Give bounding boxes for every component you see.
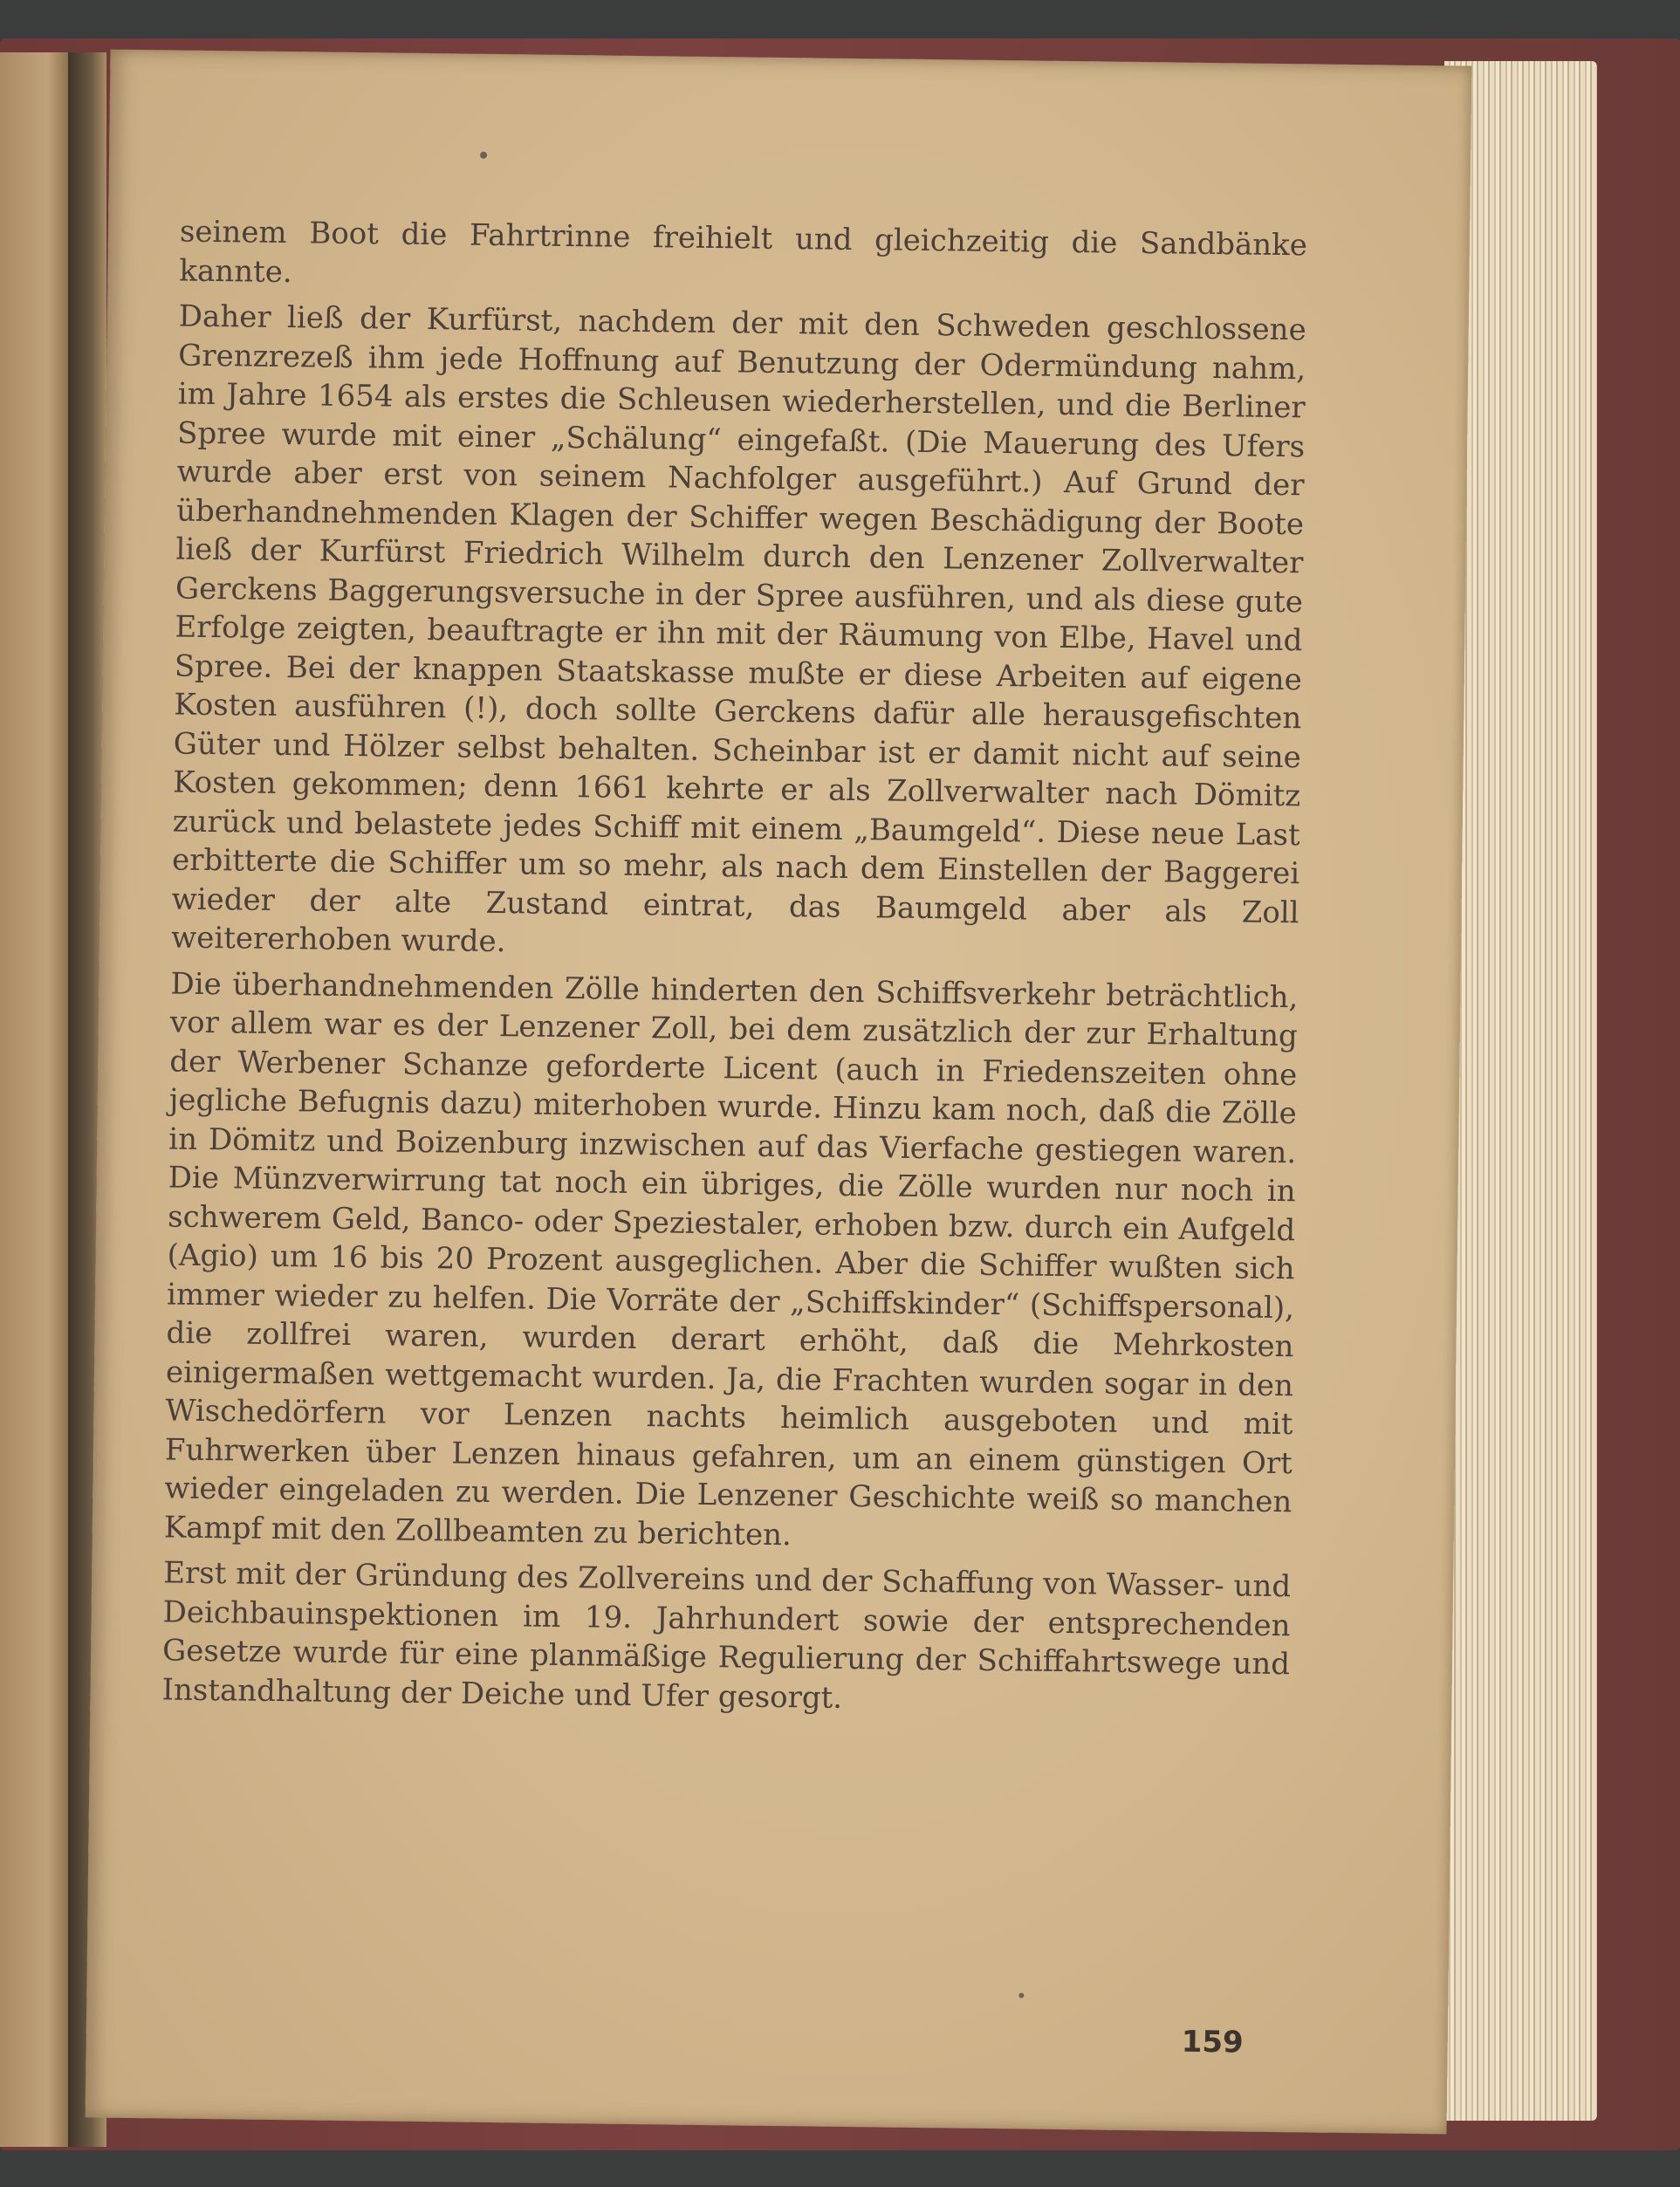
book-page bbox=[86, 50, 1472, 2135]
left-page-edge bbox=[0, 52, 68, 2147]
page-number: 159 bbox=[1181, 2024, 1244, 2060]
paragraph-1: seinem Boot die Fahrtrinne freihielt und gleichzeitig die Sandbänke kannte. bbox=[179, 214, 1308, 290]
body-text bbox=[161, 213, 1307, 1731]
paragraph-2: Daher ließ der Kurfürst, nachdem der mit den Schweden geschlossene Grenzrezeß ihm jede Hoffnung auf Benutzung der Odermündung nahm, im Jahre 1654 als erstes die Schleusen wiederherstellen, und die Berliner Spree wurde mit einer „Schälung“ eingefaßt. (Die Mauerung des Ufers wurde aber erst von seinem Nachfolger ausgeführt.) Auf Grund der überhandnehmenden Klagen der Schiffer wegen Beschädigung der Boote ließ der Kurfürst Friedrich Wilhelm durch den Lenzener Zollverwalter Gerckens Baggerungsversuche in der Spree ausführen, und als diese gute Erfolge zeigten, beauftragte er ihn mit der Räumung von Elbe, Havel und Spree. Bei der knappen Staatskasse mußte er diese Arbeiten auf eigene Kosten ausführen (!), doch sollte Gerckens dafür alle herausgefischten Güter und Hölzer selbst behalten. Scheinbar ist er damit nicht auf seine Kosten gekommen; denn 1661 kehrte er als Zollverwalter nach Dömitz zurück und belastete jedes Schiff mit einem „Baumgeld“. Diese neue Last erbitterte die Schiffer um so mehr, als nach dem Einstellen der Baggerei wieder der alte Zustand eintrat, das Baumgeld aber als Zoll weitererhoben wurde. bbox=[170, 298, 1306, 960]
paragraph-4: Erst mit der Gründung des Zollvereins und der Schaffung von Wasser- und Deichbauinspektionen im 19. Jahrhundert sowie der entsprechenden Gesetze wurde für eine planmäßige Regulierung der Schiffahrtswege und Instandhaltung der Deiche und Ufer gesorgt. bbox=[161, 1555, 1292, 1716]
ink-speck bbox=[1018, 1992, 1024, 1998]
paragraph-3: Die überhandnehmenden Zölle hinderten den Schiffsverkehr beträchtlich, vor allem war es der Lenzener Zoll, bei dem zusätzlich der zur Erhaltung der Werbener Schanze geforderte Licent (auch in Friedenszeiten ohne jegliche Befugnis dazu) miterhoben wurde. Hinzu kam noch, daß die Zölle in Dömitz und Boizenburg inzwischen auf das Vierfache gestiegen waren. Die Münzverwirrung tat noch ein übriges, die Zölle wurden nur noch in schwerem Geld, Banco- oder Speziestaler, erhoben bzw. durch ein Aufgeld (Agio) um 16 bis 20 Prozent ausgeglichen. Aber die Schiffer wußten sich immer wieder zu helfen. Die Vorräte der „Schiffskinder“ (Schiffspersonal), die zollfrei waren, wurden derart erhöht, daß die Mehrkosten einigermaßen wettgemacht wurden. Ja, die Frachten wurden sogar in den Wischedörfern vor Lenzen nachts heimlich ausgeboten und mit Fuhrwerken über Lenzen hinaus gefahren, um an einem günstigen Ort wieder eingeladen zu werden. Die Lenzener Geschichte weiß so manchen Kampf mit den Zollbeamten zu berichten. bbox=[163, 965, 1299, 1553]
ink-speck bbox=[480, 152, 487, 159]
